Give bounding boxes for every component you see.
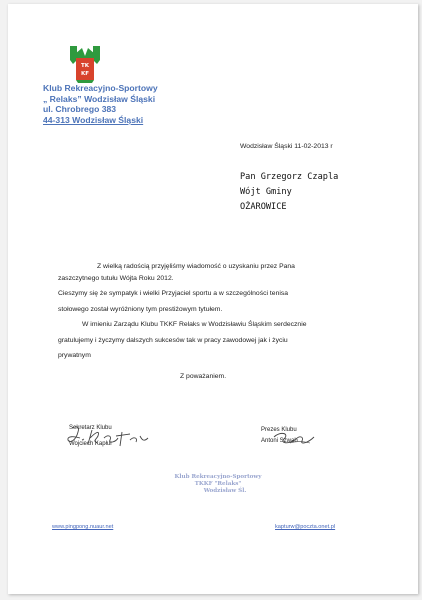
body-p3-line1: W imieniu Zarządu Klubu TKKF Relaks w Wodzisławiu Śląskim serdecznie	[82, 321, 307, 328]
president-handwritten-signature	[270, 429, 320, 449]
body-p3-line2: gratulujemy i życzymy dalszych sukcesów tak w pracy zawodowej jak i życiu	[58, 336, 288, 344]
recipient-municipality: OŻAROWICE	[240, 202, 287, 212]
club-name-line2: „ Relaks” Wodzisław Śląski	[43, 93, 156, 104]
secretary-handwritten-signature	[64, 422, 164, 452]
stamp-line2: TKKF "Relaks"	[194, 481, 242, 488]
stamp-line1: Klub Rekreacyjno-Sportowy	[174, 474, 262, 480]
recipient-name: Pan Grzegorz Czapla	[240, 172, 339, 182]
footer-email-link[interactable]: kapturw@poczta.onet.pl	[275, 524, 336, 530]
svg-text:TK: TK	[80, 63, 90, 69]
closing-line: Z poważaniem.	[180, 372, 227, 380]
president-role: Prezes Klubu	[261, 427, 297, 433]
letterhead-block	[43, 83, 158, 125]
club-stamp	[168, 474, 268, 496]
body-p1-line1: Z wielką radością przyjęliśmy wiadomość o uzyskaniu przez Pana	[97, 263, 295, 270]
letter-body	[58, 261, 307, 382]
secretary-role: Sekretarz Klubu	[69, 425, 112, 431]
recipient-title: Wójt Gminy	[240, 187, 292, 197]
address-city: 44-313 Wodzisław Śląski	[43, 114, 144, 125]
address-street: ul. Chrobrego 383	[43, 104, 117, 114]
stamp-line3: Wodzisław Śl.	[203, 488, 247, 495]
body-p1-line2: zaszczytnego tutułu Wójta Roku 2012.	[58, 274, 174, 282]
secretary-name: Wojciech Kapłur	[69, 441, 113, 447]
tkkf-logo-icon	[68, 44, 102, 84]
body-p2-line1: Cieszymy się że sympatyk i wielki Przyjaciel sportu a w szczególności tenisa	[58, 290, 289, 297]
footer-website-link[interactable]: www.pingpong.nuaur.net	[52, 524, 114, 530]
club-name-line1: Klub Rekreacyjno-Sportowy	[43, 83, 158, 93]
letter-page	[8, 4, 418, 594]
recipient-block	[240, 170, 338, 215]
body-p3-line3: prywatnym	[58, 352, 91, 359]
date-line: Wodzisław Śląski 11-02-2013 r	[240, 143, 333, 150]
body-p2-line2: stołowego został wyróżniony tym prestiżowym tytułem.	[58, 305, 223, 313]
svg-text:KF: KF	[80, 71, 90, 77]
president-name: Antoni Szwab	[261, 438, 298, 444]
